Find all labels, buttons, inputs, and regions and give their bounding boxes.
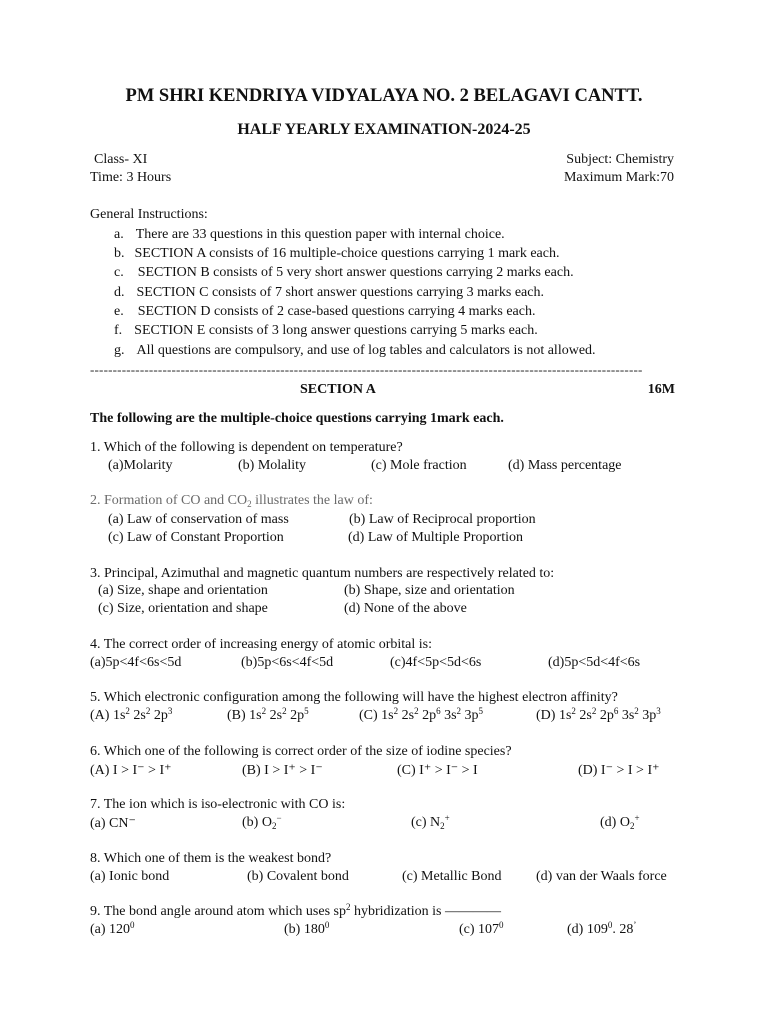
q8-option-b: (b) Covalent bond xyxy=(247,869,349,884)
q1-option-c: (c) Mole fraction xyxy=(371,458,467,473)
instruction-item xyxy=(114,246,559,262)
q4-option-c: (c)4f<5p<5d<6s xyxy=(390,655,482,670)
max-marks-label: Maximum Mark:70 xyxy=(563,170,674,185)
time-label: Time: 3 Hours xyxy=(90,170,172,185)
instruction-marker: b. xyxy=(114,246,125,261)
q4-option-b: (b)5p<6s<4f<5d xyxy=(241,655,334,670)
q5-option-a: (A) $1s^2$ $2s^2$ $2p^3$ xyxy=(90,706,173,723)
q8-option-c: (c) Metallic Bond xyxy=(402,869,502,884)
q4-option-d: (d)5p<5d<4f<6s xyxy=(548,655,641,670)
instruction-text: There are 33 questions in this question paper with internal choice. xyxy=(135,227,505,242)
instruction-text: SECTION A consists of 16 multiple-choice questions carrying 1 mark each. xyxy=(134,246,560,261)
instruction-item xyxy=(114,285,544,301)
question-1-stem: 1. Which of the following is dependent on temperature? xyxy=(90,440,403,455)
q2-option-a: (a) Law of conservation of mass xyxy=(108,512,289,527)
q6-option-b: (B) I > I⁺ > I⁻ xyxy=(242,763,323,778)
instruction-marker: c. xyxy=(114,265,124,280)
instruction-text: SECTION C consists of 7 short answer questions carrying 3 marks each. xyxy=(136,285,544,300)
q8-option-a: (a) Ionic bond xyxy=(90,869,170,884)
exam-title: HALF YEARLY EXAMINATION-2024-25 xyxy=(237,121,531,138)
q2-option-d: (d) Law of Multiple Proportion xyxy=(348,530,523,545)
q2-option-b: (b) Law of Reciprocal proportion xyxy=(349,512,536,527)
instruction-marker: e. xyxy=(114,304,124,319)
instruction-text: SECTION D consists of 2 case-based questions carrying 4 marks each. xyxy=(137,304,536,319)
question-6-stem: 6. Which one of the following is correct order of the size of iodine species? xyxy=(90,744,512,759)
q3-option-d: (d) None of the above xyxy=(344,601,467,616)
section-title: SECTION A xyxy=(300,382,376,397)
instruction-item xyxy=(114,304,535,320)
q5-option-c: (C) $1s^2$ $2s^2$ $2p^6$ $3s^2$ $3p^5$ xyxy=(359,706,484,723)
instruction-item xyxy=(114,265,574,281)
instructions-heading: General Instructions: xyxy=(90,207,208,222)
q7-option-d: (d) $O_2^+$ xyxy=(600,813,640,831)
question-7-stem: 7. The ion which is iso-electronic with CO is: xyxy=(90,797,346,812)
instruction-marker: a. xyxy=(114,227,124,242)
q7-option-a: (a) CN⁻ xyxy=(90,816,136,831)
q5-option-d: (D) $1s^2$ $2s^2$ $2p^6$ $3s^2$ $3p^3$ xyxy=(536,706,661,723)
instruction-item xyxy=(114,323,538,339)
q2-option-c: (c) Law of Constant Proportion xyxy=(108,530,284,545)
q7-option-c: (c) $N_2^+$ xyxy=(411,813,450,831)
question-3-stem: 3. Principal, Azimuthal and magnetic quantum numbers are respectively related to: xyxy=(90,566,555,581)
q1-option-d: (d) Mass percentage xyxy=(508,458,622,473)
question-8-stem: 8. Which one of them is the weakest bond? xyxy=(90,851,332,866)
question-4-stem: 4. The correct order of increasing energy of atomic orbital is: xyxy=(90,637,432,652)
section-marks: 16M xyxy=(647,382,675,397)
question-2-stem: 2. Formation of CO and $CO_2$ illustrates the law of: xyxy=(90,493,373,509)
instruction-item xyxy=(114,343,596,359)
instruction-marker: g. xyxy=(114,343,125,358)
instruction-text: SECTION E consists of 3 long answer questions carrying 5 marks each. xyxy=(134,323,538,338)
q9-option-d: (d) $109^0$. $28^ʼ$ xyxy=(567,920,637,937)
dashed-divider: -------------------------------------------------------------------------------------------------------------------------- xyxy=(90,362,643,377)
instruction-marker: d. xyxy=(114,285,125,300)
subject-label: Subject: Chemistry xyxy=(566,152,674,167)
q9-option-b: (b) $180^0$ xyxy=(284,920,330,937)
question-5-stem: 5. Which electronic configuration among the following will have the highest electron affinity? xyxy=(90,690,618,705)
question-9-stem: 9. The bond angle around atom which uses $sp^2$ hybridization is ———— xyxy=(90,902,501,919)
q9-option-c: (c) $107^0$ xyxy=(459,920,504,937)
q5-option-b: (B) $1s^2$ $2s^2$ $2p^5$ xyxy=(227,706,309,723)
q1-option-a: (a)Molarity xyxy=(108,458,173,473)
q6-option-a: (A) I > I⁻ > I⁺ xyxy=(90,763,172,778)
q9-option-a: (a) $120^0$ xyxy=(90,920,135,937)
q8-option-d: (d) van der Waals force xyxy=(536,869,667,884)
q3-option-a: (a) Size, shape and orientation xyxy=(98,583,268,598)
instruction-marker: f. xyxy=(114,323,123,338)
section-intro: The following are the multiple-choice questions carrying 1mark each. xyxy=(90,411,504,426)
instruction-text: SECTION B consists of 5 very short answer questions carrying 2 marks each. xyxy=(137,265,574,280)
class-label: Class- XI xyxy=(94,152,148,167)
instruction-item xyxy=(114,227,505,243)
q6-option-d: (D) I⁻ > I > I⁺ xyxy=(578,763,660,778)
q7-option-b: (b) $O_2^-$ xyxy=(242,813,282,831)
q6-option-c: (C) I⁺ > I⁻ > I xyxy=(397,763,478,778)
q1-option-b: (b) Molality xyxy=(238,458,307,473)
q3-option-c: (c) Size, orientation and shape xyxy=(98,601,268,616)
school-title: PM SHRI KENDRIYA VIDYALAYA NO. 2 BELAGAVI CANTT. xyxy=(125,86,643,106)
q3-option-b: (b) Shape, size and orientation xyxy=(344,583,515,598)
instruction-text: All questions are compulsory, and use of log tables and calculators is not allowed. xyxy=(136,343,596,358)
q4-option-a: (a)5p<4f<6s<5d xyxy=(90,655,182,670)
